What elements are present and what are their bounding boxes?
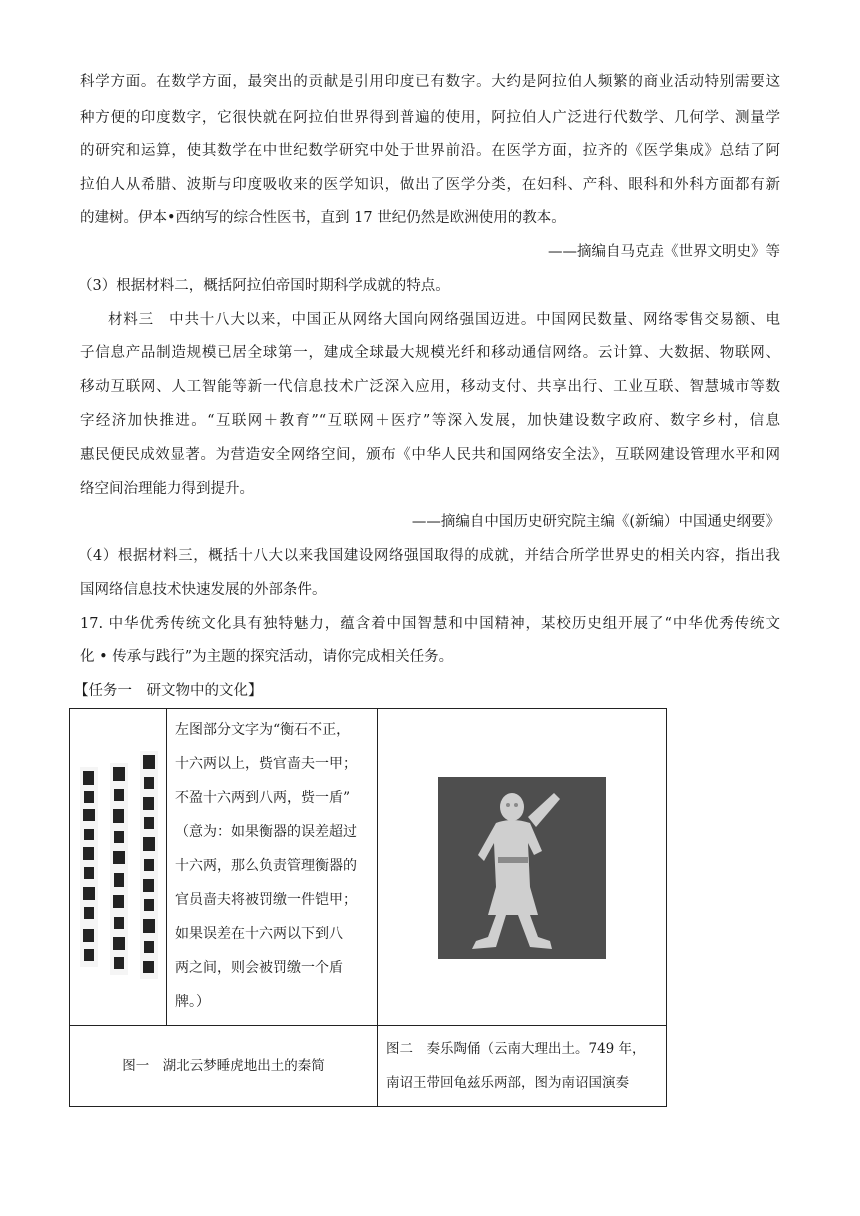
desc-line: 如果误差在十六两以下到八 [175,926,343,942]
body-line: 种方便的印度数字，它很快就在阿拉伯世界得到普遍的使用，阿拉伯人广泛进行代数学、几何学、测量学 [80,110,780,126]
slip-description-cell [167,709,378,1026]
figure-2-caption-cell [378,1026,667,1107]
material-3-line: 材料三 中共十八大以来，中国正从网络大国向网络强国迈进。中国网民数量、网络零售交易额、电 [108,312,780,328]
bamboo-slips-image [70,745,166,1015]
source-citation: ——摘编自马克垚《世界文明史》等 [548,244,780,260]
desc-line: 左图部分文字为“衡石不正， [175,722,351,738]
desc-line: 官员啬夫将被罚缴一件铠甲； [175,892,357,908]
bamboo-slips-cell [70,709,167,1026]
bamboo-slip [110,763,128,975]
material-3-line: 移动互联网、人工智能等新一代信息技术广泛深入应用，移动支付、共享出行、工业互联、智慧城市等数 [80,379,780,395]
question-4: 国网络信息技术快速发展的外部条件。 [80,582,327,598]
body-line: 的研究和运算，使其数学在中世纪数学研究中处于世界前沿。在医学方面，拉齐的《医学集成》总结了阿 [80,143,780,159]
material-3-line: 络空间治理能力得到提升。 [80,481,254,497]
body-line: 的建树。伊本•西纳写的综合性医书，直到 17 世纪仍然是欧洲使用的教本。 [80,210,566,226]
desc-line: 十六两，那么负责管理衡器的 [175,858,357,874]
figure-1-caption: 图一 湖北云梦睡虎地出土的秦简 [122,1058,325,1074]
source-citation: ——摘编自中国历史研究院主编《(新编）中国通史纲要》 [411,514,780,530]
desc-line: 牌。） [175,994,210,1010]
task-heading: 【任务一 研文物中的文化】 [74,683,263,699]
bamboo-slip [140,751,158,979]
material-3-line: 惠民便民成效显著。为营造安全网络空间，颁布《中华人民共和国网络安全法》，互联网建设管理水平和网 [80,447,780,463]
material-3-line: 字经济加快推进。“互联网＋教育”“互联网＋医疗”等深入发展，加快建设数字政府、数字乡村，信息 [80,413,780,429]
body-line: 拉伯人从希腊、波斯与印度吸收来的医学知识，做出了医学分类，在妇科、产科、眼科和外科方面都有新 [80,177,780,193]
desc-line: 两之间，则会被罚缴一个盾 [175,960,343,976]
material-3-line: 子信息产品制造规模已居全球第一，建成全球最大规模光纤和移动通信网络。云计算、大数据、物联网、 [80,345,780,361]
figure-1-caption-cell [70,1026,378,1107]
pottery-figurine-image [438,777,606,959]
figure-2-caption: 图二 奏乐陶俑（云南大理出土。749 年， [386,1041,646,1057]
figure-2-caption: 南诏王带回龟兹乐两部，图为南诏国演奏 [386,1075,629,1091]
artifact-table [69,708,667,1107]
body-line: 科学方面。在数学方面，最突出的贡献是引用印度已有数字。大约是阿拉伯人频繁的商业活动特别需要这 [80,74,780,90]
desc-line: （意为：如果衡器的误差超过 [175,824,357,840]
question-17: 17. 中华优秀传统文化具有独特魅力，蕴含着中国智慧和中国精神，某校历史组开展了“中华优秀传统文 [80,616,780,632]
desc-line: 不盈十六两到八两，赀一盾” [175,790,351,806]
bamboo-slip [80,767,98,967]
question-4: （4）根据材料三，概括十八大以来我国建设网络强国取得的成就，并结合所学世界史的相关内容，指出我 [78,548,780,564]
desc-line: 十六两以上，赀官啬夫一甲； [175,756,357,772]
question-3: （3）根据材料二，概括阿拉伯帝国时期科学成就的特点。 [78,278,450,294]
figurine-cell [378,709,667,1026]
question-17: 化 • 传承与践行”为主题的探究活动，请你完成相关任务。 [80,649,454,665]
